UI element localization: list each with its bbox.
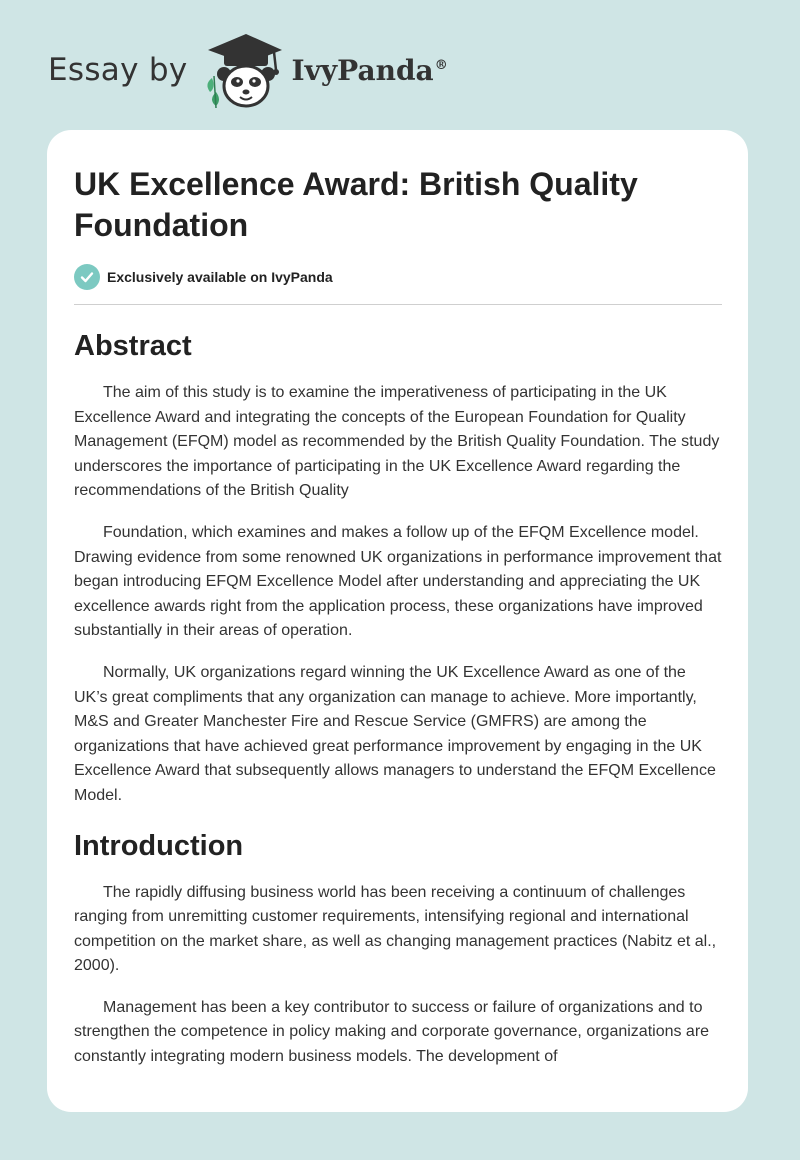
brand-header xyxy=(48,30,448,110)
paragraph: The rapidly diffusing business world has been receiving a continuum of challenges ranging from unremitting customer requirements, intensifying regional and international competition on the market share, as well as changing management practices (Nabitz et al., 2000). xyxy=(74,883,717,975)
exclusive-badge xyxy=(74,264,722,290)
checkmark-icon xyxy=(74,264,100,290)
paragraph: Normally, UK organizations regard winning the UK Excellence Award as one of the UK’s great compliments that any organization can manage to achieve. More importantly, M&S and Greater Manchester Fire and Rescue Service (GMFRS) are among the organizations that have achieved great performance improvement by engaging in the UK Excellence Award that subsequently allows managers to understand the EFQM Excellence Model. xyxy=(74,663,716,804)
essay-card xyxy=(47,130,748,1112)
section-heading-abstract: Abstract xyxy=(74,330,192,362)
exclusive-label: Exclusively available on IvyPanda xyxy=(107,269,333,285)
essay-by-label: Essay by xyxy=(48,52,188,88)
paragraph: Management has been a key contributor to success or failure of organizations and to strengthen the competence in policy making and corporate governance, organizations are constantly integrating modern business models. The development of xyxy=(74,998,710,1066)
divider xyxy=(74,304,722,305)
registered-mark: ® xyxy=(434,58,448,74)
brand-name xyxy=(292,54,448,87)
paragraph: Foundation, which examines and makes a follow up of the EFQM Excellence model. Drawing evidence from some renowned UK organizations in performance improvement that began introducing EFQM Excellence Model after understanding and appreciating the UK excellence awards right from the application process, these organizations have improved substantially in their areas of operation. xyxy=(74,523,722,640)
ivypanda-logo-icon xyxy=(202,30,284,110)
section-heading-introduction: Introduction xyxy=(74,829,244,862)
paragraph: The aim of this study is to examine the imperativeness of participating in the UK Excellence Award and integrating the concepts of the European Foundation for Quality Management (EFQM) model as recommended by the British Quality Foundation. The study underscores the importance of participating in the UK Excellence Award regarding the recommendations of the British Quality xyxy=(74,384,720,500)
brand-name-text: IvyPanda xyxy=(291,53,434,87)
page-title: UK Excellence Award: British Quality Foundation xyxy=(74,166,638,243)
